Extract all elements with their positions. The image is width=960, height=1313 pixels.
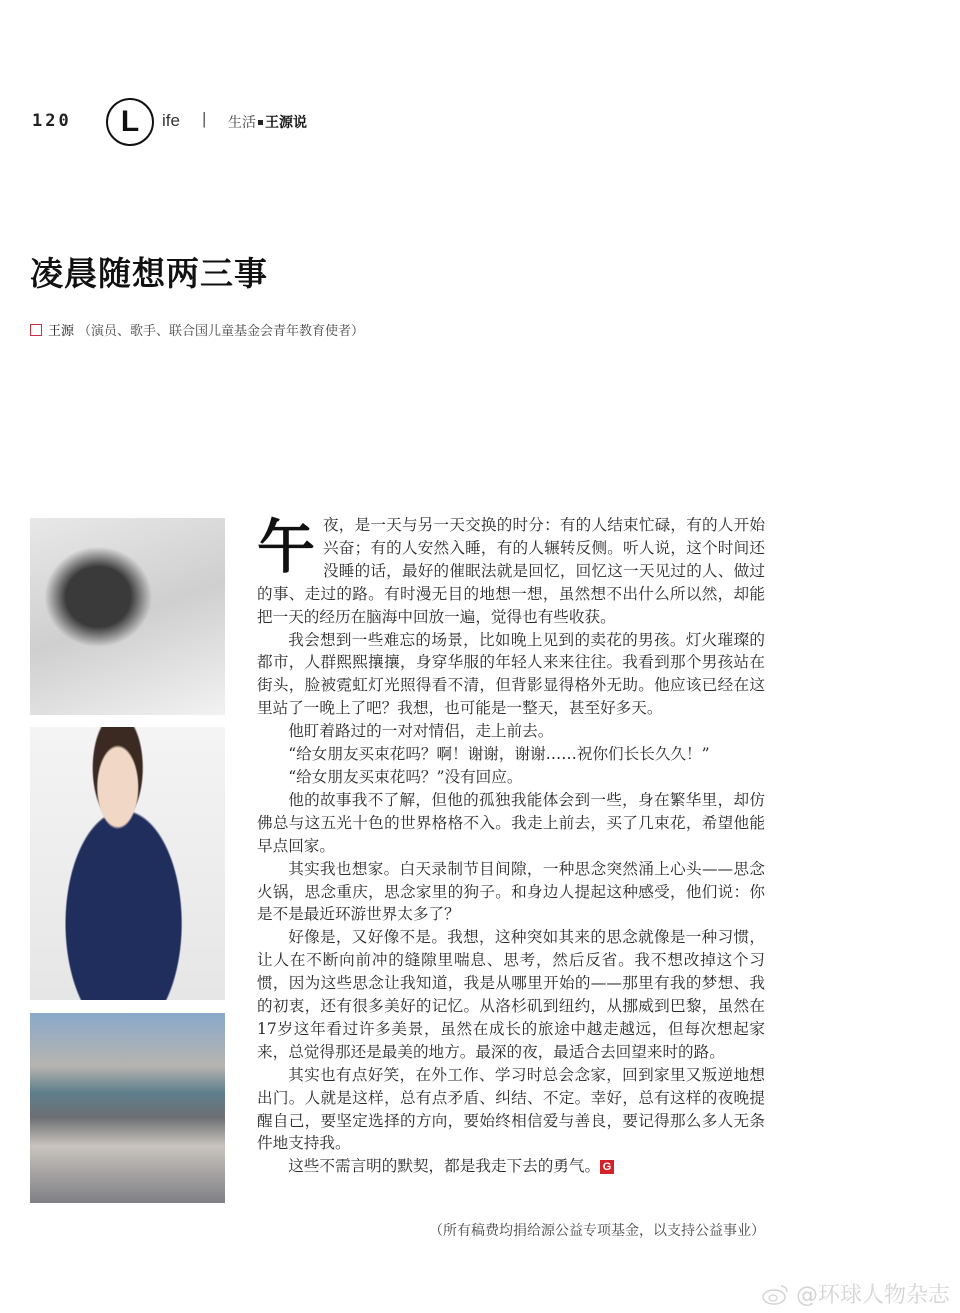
section-label	[228, 112, 307, 132]
paragraph: 其实我也想家。白天录制节目间隙，一种思念突然涌上心头——思念火锅，思念重庆，思念家里的狗子。和身边人提起这种感受，他们说：你是不是最近环游世界太多了？	[257, 859, 765, 924]
weibo-icon	[762, 1283, 790, 1305]
paragraph: “给女朋友买束花吗？啊！谢谢，谢谢……祝你们长长久久！”	[288, 745, 710, 764]
watermark	[762, 1278, 950, 1309]
paragraph-text: 夜，是一天与另一天交换的时分：有的人结束忙碌，有的人开始兴奋；有的人安然入睡，有的人辗转反侧。听人说，这个时间还没睡的话，最好的催眠法就是回忆，回忆这一天见过的人、做过的事、走过的路。有时漫无目的地想一想，虽然想不出什么所以然，却能把一天的经历在脑海中回放一遍，觉得也有些收获。	[257, 516, 765, 626]
donation-note: （所有稿费均捐给源公益专项基金，以支持公益事业）	[429, 1223, 765, 1239]
paragraph: 他的故事我不了解，但他的孤独我能体会到一些，身在繁华里，却仿佛总与这五光十色的世界格格不入。我走上前去，买了几束花，希望他能早点回家。	[257, 790, 765, 855]
paragraph	[257, 1155, 765, 1178]
square-icon	[30, 324, 42, 336]
paragraph-text: 这些不需言明的默契，都是我走下去的勇气。	[288, 1157, 601, 1176]
article-title: 凌晨随想两三事	[30, 254, 268, 293]
paragraph: 他盯着路过的一对对情侣，走上前去。	[288, 722, 554, 741]
paragraph: 我会想到一些难忘的场景，比如晚上见到的卖花的男孩。灯火璀璨的都市，人群熙熙攘攘，身穿华服的年轻人来来往往。我看到那个男孩站在街头，脸被霓虹灯光照得看不清，但背影显得格外无助。他应该已经在这里站了一晚上了吧？我想，也可能是一整天，甚至好多天。	[257, 630, 765, 718]
header-separator: |	[202, 109, 207, 128]
life-logo-circle	[106, 98, 154, 146]
author-description: （演员、歌手、联合国儿童基金会青年教育使者）	[78, 324, 365, 339]
byline	[30, 320, 364, 339]
watermark-text: @环球人物杂志	[795, 1283, 950, 1308]
photo-city-skyline	[30, 1013, 225, 1203]
drop-cap: 午	[257, 513, 316, 581]
end-mark-icon: G	[600, 1160, 614, 1174]
column-name: 王源说	[265, 115, 307, 131]
page-number: 120	[32, 111, 72, 131]
photo-lying-portrait	[30, 518, 225, 715]
paragraph: “给女朋友买束花吗？”没有回应。	[288, 767, 523, 786]
photo-smiling-portrait	[30, 727, 225, 1000]
bullet-icon	[258, 120, 263, 125]
logo-text: ife	[162, 111, 180, 130]
author-name: 王源	[48, 324, 75, 339]
paragraph: 其实也有点好笑，在外工作、学习时总会念家，回到家里又叛逆地想出门。人就是这样，总有点矛盾、纠结、不定。幸好，总有这样的夜晚提醒自己，要坚定选择的方向，要始终相信爱与善良，要记得那么多人无条件地支持我。	[257, 1065, 765, 1153]
section-name: 生活	[228, 115, 256, 131]
paragraph	[257, 514, 765, 629]
paragraph: 好像是，又好像不是。我想，这种突如其来的思念就像是一种习惯，让人在不断向前冲的缝隙里喘息、思考，然后反省。我不想改掉这个习惯，因为这些思念让我知道，我是从哪里开始的——那里有我的梦想、我的初衷，还有很多美好的记忆。从洛杉矶到纽约，从挪威到巴黎，虽然在17岁这年看过许多美景，虽然在成长的旅途中越走越远，但每次想起家来，总觉得那还是最美的地方。最深的夜，最适合去回望来时的路。	[257, 928, 765, 1061]
logo-letter: L	[120, 105, 140, 138]
article-body	[257, 514, 765, 1178]
